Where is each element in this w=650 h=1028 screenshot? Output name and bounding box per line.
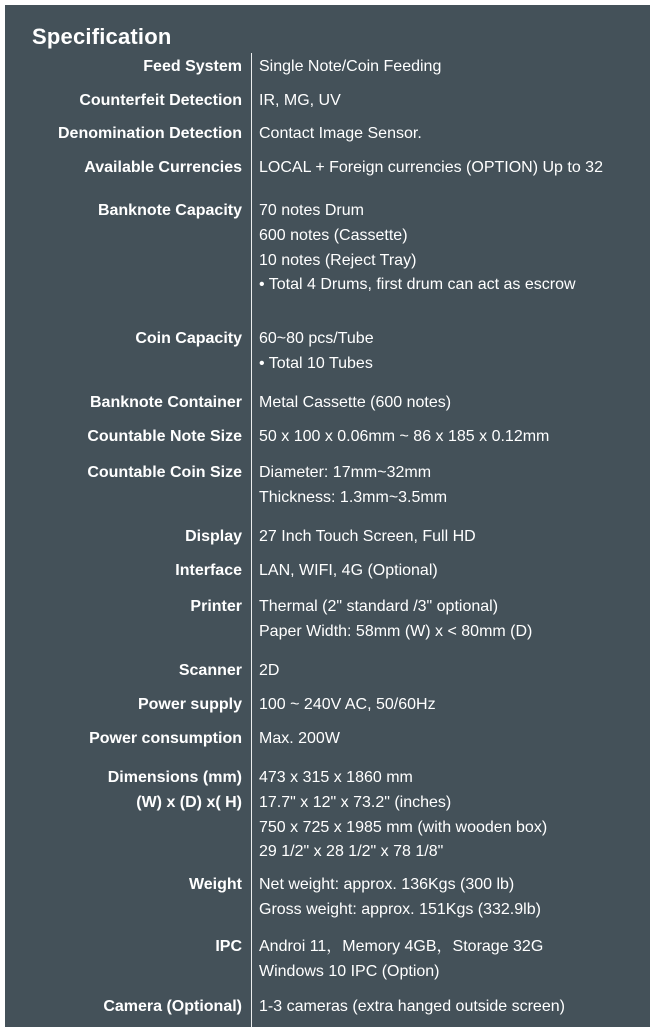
spec-label: Printer — [190, 598, 242, 615]
spec-value: Single Note/Coin Feeding — [259, 58, 442, 75]
spec-label: Banknote Container — [89, 394, 242, 411]
spec-value: 70 notes Drum 600 notes (Cassette) 10 notes (Reject Tray) • Total 4 Drums, first drum can act as escrow — [259, 202, 576, 294]
spec-title: Specification — [32, 24, 172, 49]
spec-label: IPC — [215, 938, 242, 955]
spec-value: Metal Cassette (600 notes) — [259, 394, 452, 411]
spec-value: LOCAL + Foreign currencies (OPTION) Up to 32 — [259, 159, 603, 176]
spec-label: Interface — [175, 562, 242, 579]
spec-value: 473 x 315 x 1860 mm 17.7" x 12" x 73.2" (inches) 750 x 725 x 1985 mm (with wooden box) 29 1/2" x 28 1/2" x 78 1/8" — [259, 769, 548, 861]
spec-label: Scanner — [178, 662, 242, 679]
spec-value: 60~80 pcs/Tube • Total 10 Tubes — [259, 330, 374, 372]
spec-value: LAN, WIFI, 4G (Optional) — [259, 562, 438, 579]
spec-label: Countable Note Size — [87, 428, 242, 445]
spec-value: Net weight: approx. 136Kgs (300 lb) Gross weight: approx. 151Kgs (332.9lb) — [259, 876, 541, 918]
spec-label: Coin Capacity — [135, 330, 242, 347]
spec-label: Denomination Detection — [57, 125, 242, 142]
spec-value: Contact Image Sensor. — [259, 125, 422, 142]
spec-value: Diameter: 17mm~32mm Thickness: 1.3mm~3.5mm — [259, 464, 448, 506]
spec-label: Feed System — [143, 58, 242, 75]
spec-label: Counterfeit Detection — [79, 92, 242, 109]
spec-label: Available Currencies — [84, 159, 242, 176]
spec-value: Thermal (2" standard /3" optional) Paper Width: 58mm (W) x < 80mm (D) — [259, 598, 533, 640]
spec-label: Power consumption — [89, 730, 242, 747]
spec-label: Display — [185, 528, 242, 545]
spec-value: IR, MG, UV — [259, 92, 341, 109]
spec-value: 100 ~ 240V AC, 50/60Hz — [259, 696, 436, 713]
spec-value: Androi 11，Memory 4GB，Storage 32G Windows 10 IPC (Option) — [259, 938, 544, 980]
spec-value: 1-3 cameras (extra hanged outside screen) — [259, 998, 565, 1015]
spec-value: 2D — [259, 662, 280, 679]
spec-label: Power supply — [137, 696, 242, 713]
spec-panel — [5, 5, 650, 1027]
spec-label: Countable Coin Size — [87, 464, 242, 481]
column-divider — [251, 53, 252, 1027]
spec-label: Weight — [188, 876, 242, 893]
spec-label: Dimensions (mm) (W) x (D) x( H) — [107, 769, 242, 811]
spec-label: Banknote Capacity — [97, 202, 242, 219]
spec-value: 50 x 100 x 0.06mm ~ 86 x 185 x 0.12mm — [259, 428, 550, 445]
spec-value: 27 Inch Touch Screen, Full HD — [259, 528, 476, 545]
spec-label: Camera (Optional) — [103, 998, 242, 1015]
spec-value: Max. 200W — [259, 730, 340, 747]
